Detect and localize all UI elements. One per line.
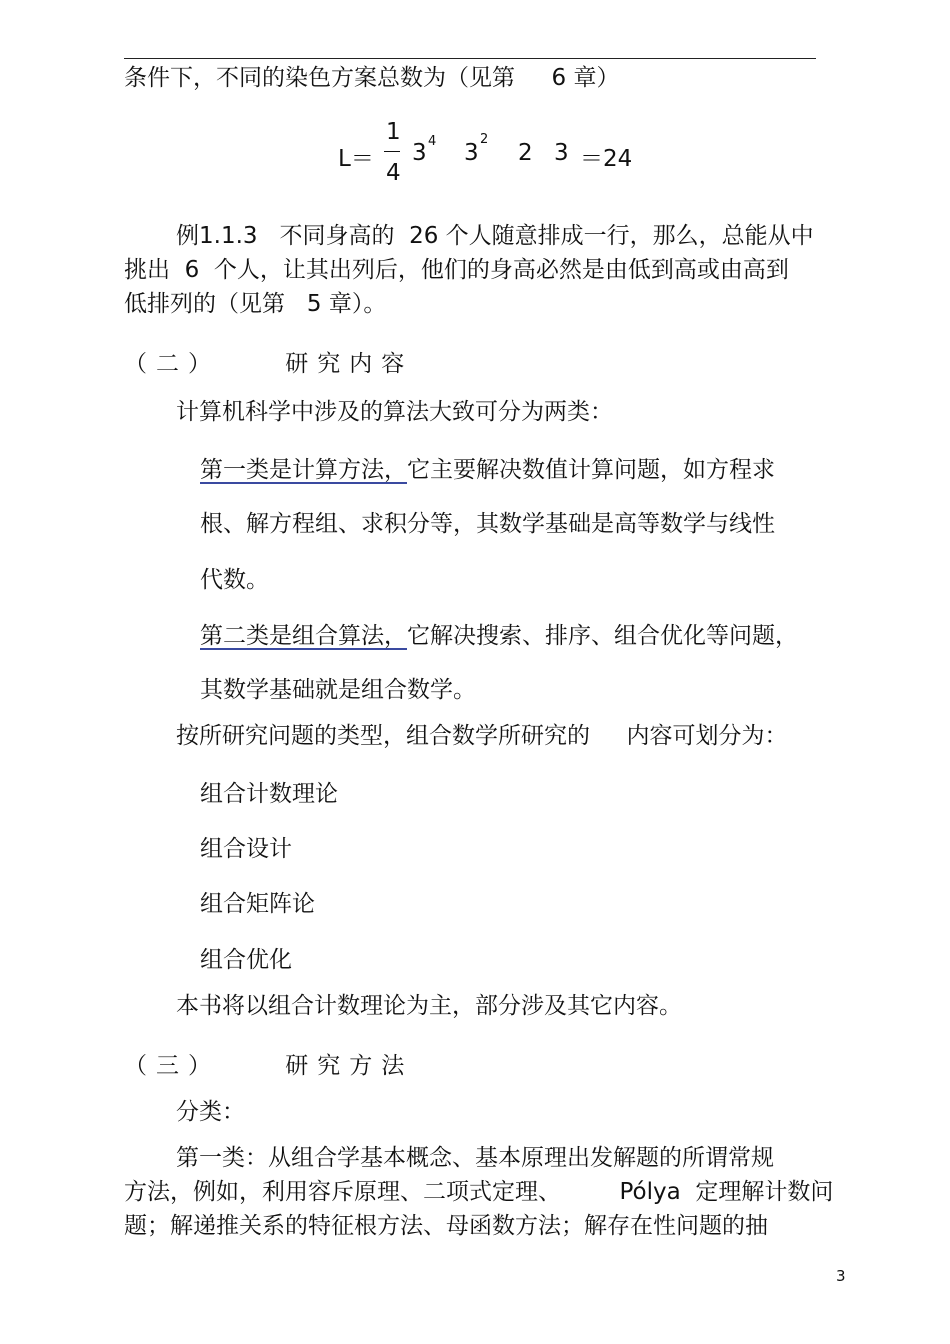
text-span: 它解决搜索、排序、组合优化等问题， bbox=[407, 623, 798, 649]
list-paragraph bbox=[200, 622, 798, 650]
page-number: 3 bbox=[836, 1267, 846, 1285]
text-line: 其数学基础就是组合数学。 bbox=[200, 677, 476, 703]
text-line: 按所研究问题的类型，组合数学所研究的 内容可划分为： bbox=[176, 723, 788, 749]
text-line: 题；解递推关系的特征根方法、母函数方法；解存在性问题的抽 bbox=[124, 1213, 768, 1239]
text-line: 代数。 bbox=[200, 567, 269, 593]
text-line: 方法，例如，利用容斥原理、二项式定理、 Pólya 定理解计数问 bbox=[124, 1179, 834, 1205]
text-line: 根、解方程组、求积分等，其数学基础是高等数学与线性 bbox=[200, 511, 775, 537]
formula-term: 2 bbox=[518, 140, 533, 166]
formula-term: 3 bbox=[412, 140, 427, 166]
text-span: 它主要解决数值计算问题，如方程求 bbox=[407, 457, 775, 483]
example-line: 例1.1.3 不同身高的 26 个人随意排成一行，那么，总能从中 bbox=[176, 223, 814, 249]
text-line: 低排列的（见第 5 章）。 bbox=[124, 291, 387, 317]
text-line: 挑出 6 个人，让其出列后，他们的身高必然是由低到高或由高到 bbox=[124, 257, 789, 283]
fraction-bar bbox=[384, 151, 400, 152]
text-line: 计算机科学中涉及的算法大致可分为两类： bbox=[176, 399, 613, 425]
list-item: 组合优化 bbox=[200, 947, 292, 973]
list-item: 组合计数理论 bbox=[200, 781, 338, 807]
section-heading-methods: （三） 研究方法 bbox=[124, 1053, 414, 1079]
fraction-numerator: 1 bbox=[386, 119, 401, 145]
text-line: 条件下，不同的染色方案总数为（见第 6 章） bbox=[124, 65, 620, 91]
formula-term: 3 bbox=[464, 140, 479, 166]
formula-exponent: 2 bbox=[480, 132, 489, 147]
formula-lhs: L＝ bbox=[338, 146, 374, 172]
text-line: 第一类：从组合学基本概念、基本原理出发解题的所谓常规 bbox=[176, 1145, 774, 1171]
text-line: 分类： bbox=[176, 1099, 245, 1125]
formula-exponent: 4 bbox=[428, 134, 437, 149]
list-item: 组合矩阵论 bbox=[200, 891, 315, 917]
list-paragraph bbox=[200, 456, 775, 484]
fraction-denominator: 4 bbox=[386, 160, 401, 186]
underlined-term: 第一类是计算方法， bbox=[200, 457, 407, 483]
formula-term: 3 bbox=[554, 140, 569, 166]
formula-rhs: ＝24 bbox=[580, 146, 633, 172]
section-heading-content: （二） 研究内容 bbox=[124, 351, 414, 377]
header-rule bbox=[124, 58, 816, 59]
list-item: 组合设计 bbox=[200, 836, 292, 862]
underlined-term: 第二类是组合算法， bbox=[200, 623, 407, 649]
burnside-formula bbox=[338, 118, 658, 190]
text-line: 本书将以组合计数理论为主，部分涉及其它内容。 bbox=[176, 993, 682, 1019]
